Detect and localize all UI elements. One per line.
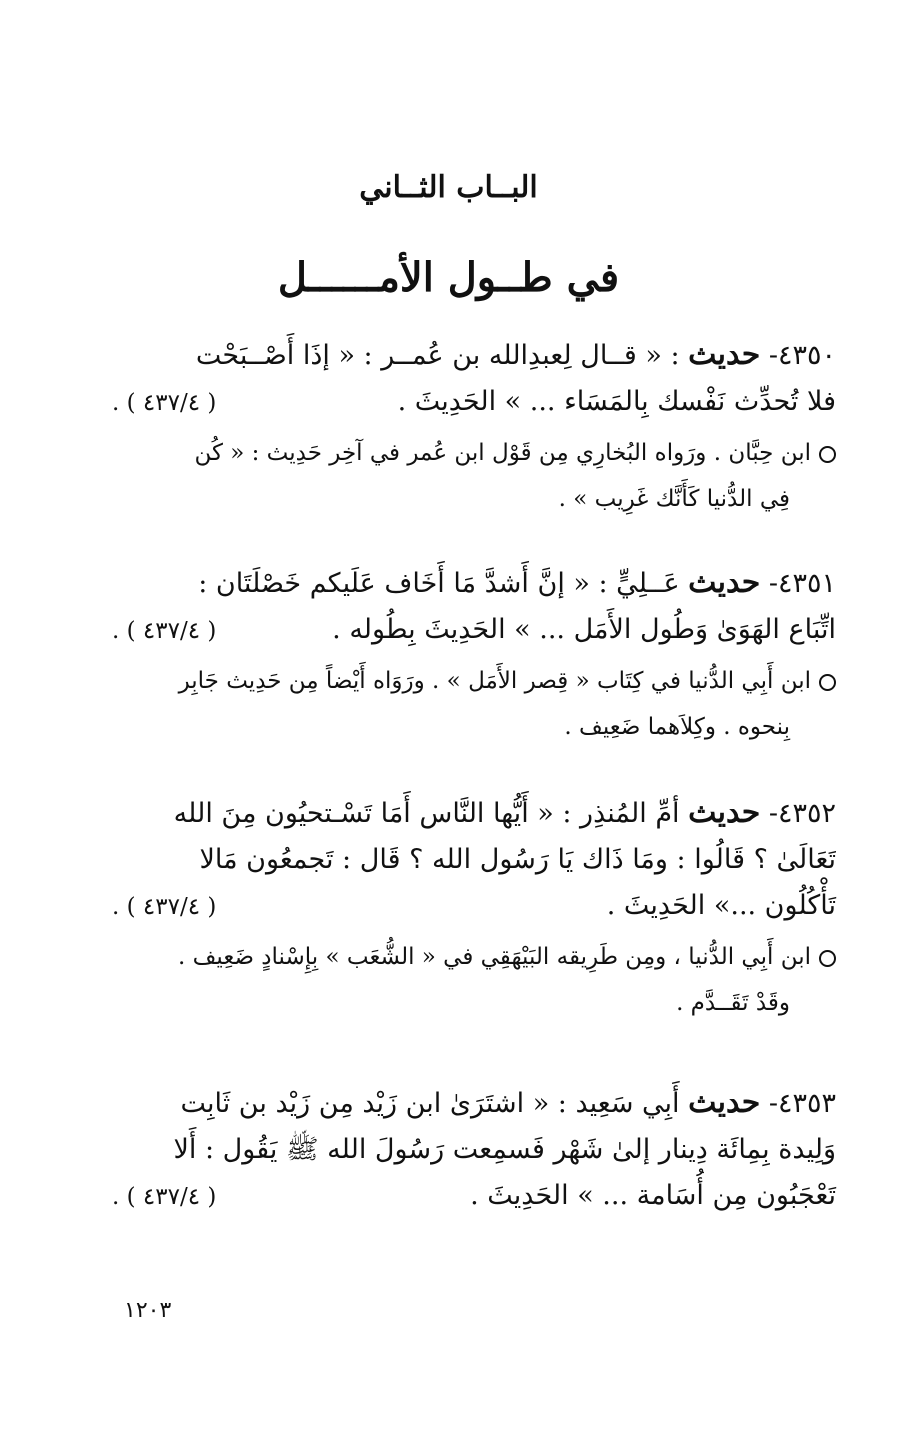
hadith-text: فلا تُحدِّث نَفْسك بِالمَسَاء ... » الحَدِيثَ . bbox=[397, 386, 836, 417]
takhrij-note bbox=[112, 430, 836, 522]
circle-bullet-icon bbox=[819, 446, 836, 463]
hadith-line: تَعَالَىٰ ؟ قَالُوا : ومَا ذَاك يَا رَسُول الله ؟ قَال : تَجمعُون مَالا bbox=[199, 844, 836, 875]
hadith-entry bbox=[112, 1080, 836, 1220]
hadith-keyword: حديث bbox=[688, 795, 761, 830]
page-number: ١٢٠٣ bbox=[124, 1298, 172, 1323]
hadith-line bbox=[112, 379, 836, 426]
hadith-text: اتِّبَاع الهَوَىٰ وَطُول الأَمَل ... » الحَدِيثَ بِطُوله . bbox=[332, 614, 836, 645]
takhrij-text: ابن حِبَّان . ورَواه البُخارِي مِن قَوْل ابن عُمر في آخِر حَدِيث : « كُن bbox=[194, 440, 811, 466]
hadith-text: تَعْجَبُون مِن أُسَامة ... » الحَدِيثَ . bbox=[470, 1180, 836, 1211]
hadith-line: ٤٣٥٠- حديث : « قــال لِعبدِالله بن عُمــر : « إذَا أَصْــبَحْت bbox=[195, 337, 836, 372]
hadith-keyword: حديث bbox=[688, 1085, 761, 1120]
chapter-label: البــاب الثــاني bbox=[359, 170, 538, 205]
hadith-reference: ( ٤٣٧/٤ ) . bbox=[112, 894, 217, 920]
hadith-reference: ( ٤٣٧/٤ ) . bbox=[112, 618, 217, 644]
hadith-line bbox=[112, 883, 836, 930]
circle-bullet-icon bbox=[819, 950, 836, 967]
takhrij-text: وقَدْ تَقَــدَّم . bbox=[676, 990, 790, 1016]
hadith-text: تَأْكُلُون ...» الحَدِيثَ . bbox=[606, 890, 836, 921]
takhrij-note bbox=[112, 658, 836, 750]
hadith-line bbox=[112, 1173, 836, 1220]
chapter-title: في طــول الأمــــــل bbox=[277, 254, 620, 301]
hadith-entry bbox=[112, 332, 836, 522]
hadith-number: ٤٣٥٣ bbox=[777, 1088, 836, 1119]
takhrij-text: بِنحوه . وكِلاَهما ضَعِيف . bbox=[564, 714, 790, 740]
hadith-line: ٤٣٥٢- حديث أمِّ المُنذِر : « أَيُّها النَّاس أَمَا تَسْـتحيُون مِنَ الله bbox=[173, 795, 836, 830]
hadith-entry bbox=[112, 790, 836, 1026]
takhrij-text: ابن أَبِي الدُّنيا في كِتَاب « قِصر الأَمَل » . ورَوَاه أَيْضاً مِن حَدِيث جَابِر bbox=[178, 668, 811, 694]
hadith-keyword: حديث bbox=[688, 337, 761, 372]
hadith-reference: ( ٤٣٧/٤ ) . bbox=[112, 390, 217, 416]
hadith-reference: ( ٤٣٧/٤ ) . bbox=[112, 1184, 217, 1210]
hadith-number: ٤٣٥١ bbox=[777, 568, 836, 599]
takhrij-note bbox=[112, 934, 836, 1026]
hadith-number: ٤٣٥٢ bbox=[777, 798, 836, 829]
takhrij-text: ابن أَبِي الدُّنيا ، ومِن طَرِيقه البَيْهَقِي في « الشُّعَب » بِإِسْنادٍ ضَعِيف . bbox=[178, 944, 811, 970]
hadith-text: أمِّ المُنذِر : « أَيُّها النَّاس أَمَا تَسْـتحيُون مِنَ الله bbox=[173, 798, 680, 829]
takhrij-text: فِي الدُّنيا كَأَنَّك غَرِيب » . bbox=[558, 486, 790, 512]
hadith-line: ٤٣٥٣- حديث أَبِي سَعِيد : « اشتَرَىٰ ابن زَيْد مِن زَيْد بن ثَابِت bbox=[180, 1085, 836, 1120]
hadith-line: وَلِيدة بِمِائَة دِينار إلىٰ شَهْر فَسمِعت رَسُولَ الله ﷺ يَقُول : أَلا bbox=[173, 1134, 836, 1165]
hadith-text: : « قــال لِعبدِالله بن عُمــر : « إذَا أَصْــبَحْت bbox=[195, 340, 680, 371]
hadith-line: ٤٣٥١- حديث عَــلِيٍّ : « إنَّ أَشدَّ مَا أَخَاف عَلَيكم خَصْلَتَان : bbox=[198, 565, 836, 600]
hadith-number: ٤٣٥٠ bbox=[777, 340, 836, 371]
hadith-keyword: حديث bbox=[688, 565, 761, 600]
hadith-line bbox=[112, 607, 836, 654]
hadith-entry bbox=[112, 560, 836, 750]
hadith-text: أَبِي سَعِيد : « اشتَرَىٰ ابن زَيْد مِن زَيْد بن ثَابِت bbox=[180, 1088, 680, 1119]
hadith-text: عَــلِيٍّ : « إنَّ أَشدَّ مَا أَخَاف عَلَيكم خَصْلَتَان : bbox=[198, 568, 680, 599]
circle-bullet-icon bbox=[819, 674, 836, 691]
